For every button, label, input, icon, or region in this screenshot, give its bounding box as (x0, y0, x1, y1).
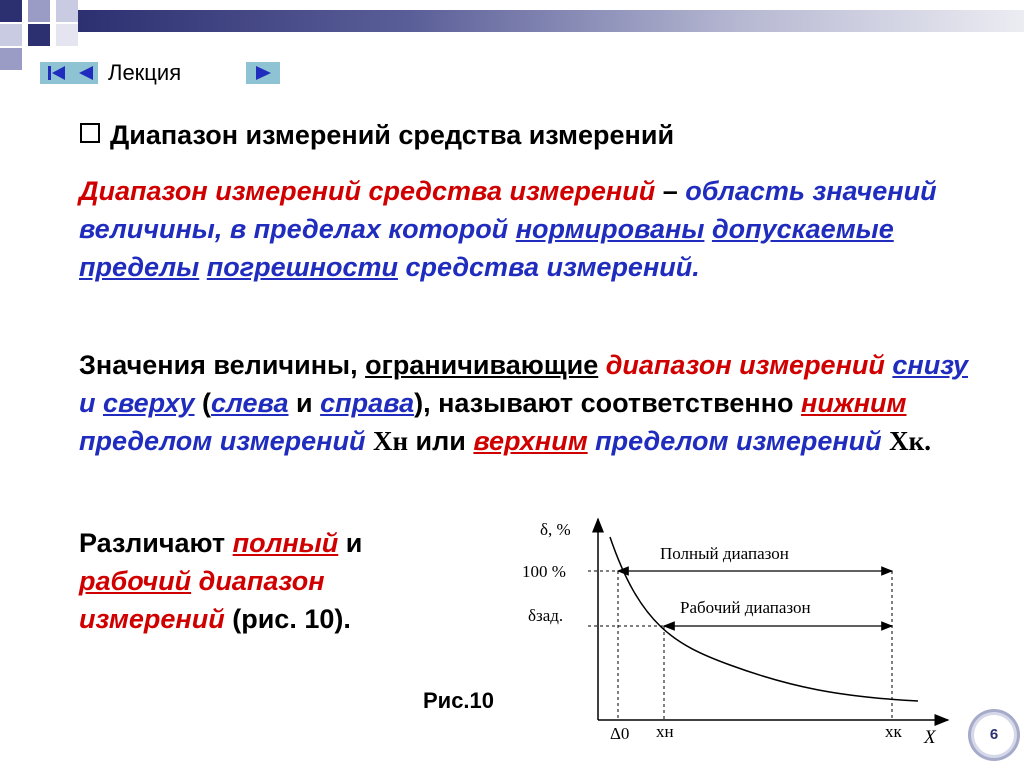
definition-paragraph (79, 172, 1009, 286)
figure-caption: Рис.10 (423, 688, 495, 713)
link-sverhu[interactable]: сверху (103, 388, 195, 418)
and-word: и (288, 388, 321, 418)
link-dopuskaemye-predely[interactable]: допускаемые пределы (79, 214, 894, 282)
and-word: и (79, 388, 103, 418)
limits-text: пределом измерений (79, 426, 373, 456)
link-polnyy[interactable]: полный (232, 528, 339, 558)
decor-square (28, 24, 50, 46)
definition-end: средства измерений. (405, 252, 700, 282)
distinguish-text: Различают (79, 528, 233, 558)
decor-square (0, 24, 22, 46)
distinguish-paragraph (79, 524, 459, 638)
range-term: диапазон измерений (605, 350, 885, 380)
limits-paragraph: Значения величины, ограничивающие диапазон измерений снизу и сверху (слева и справа), называют соответственно нижним пределом измерений Xн или верхним пределом измерений Xк. (79, 350, 968, 456)
page-number: 6 (989, 726, 999, 743)
x-tick-xn: xн (656, 722, 674, 741)
link-pogreshnosti[interactable]: погрешности (206, 252, 398, 282)
title-bar (78, 10, 1024, 32)
limits-text: пределом измерений (587, 426, 890, 456)
decor-square (56, 24, 78, 46)
full-range-label: Полный диапазон (660, 544, 789, 563)
y-tick-100: 100 % (522, 562, 566, 581)
decor-square (28, 0, 50, 22)
or-word: или (408, 426, 474, 456)
link-nizhnim[interactable]: нижним (801, 388, 907, 418)
y-axis-label: δ, % (540, 520, 571, 539)
x-axis-label: X (924, 727, 936, 748)
xn-symbol: Xн (372, 426, 409, 456)
range-diagram (500, 515, 960, 755)
xk-symbol: Xк. (889, 426, 931, 456)
definition-text: область значений величины, в пределах которой (79, 176, 937, 244)
lecture-link[interactable]: Лекция (108, 60, 182, 85)
arrow-right-icon (246, 62, 280, 84)
work-range-label: Рабочий диапазон (680, 598, 811, 617)
dash: – (655, 176, 686, 206)
heading-text: Диапазон измерений средства измерений (110, 120, 675, 150)
link-sleva[interactable]: слева (211, 388, 289, 418)
nav-first-button[interactable] (40, 62, 74, 84)
arrow-left-icon (72, 62, 98, 84)
link-normirovany[interactable]: нормированы (515, 214, 705, 244)
link-sprava[interactable]: справа (320, 388, 415, 418)
decor-square (0, 48, 22, 70)
checkbox-bullet-icon (80, 123, 100, 143)
skip-back-icon (40, 62, 74, 84)
link-ogranichivayushchie[interactable]: ограничивающие (365, 350, 599, 380)
term: Диапазон измерений средства измерений (79, 176, 656, 206)
distinguish-text: (рис. 10). (224, 604, 351, 634)
link-rabochiy[interactable]: рабочий (79, 566, 192, 596)
link-snizu[interactable]: снизу (892, 350, 968, 380)
limits-text: Значения величины, (79, 350, 366, 380)
slide-heading (80, 120, 674, 151)
y-tick-zad: δзад. (528, 606, 564, 625)
page-number-badge (974, 715, 1014, 755)
x-tick-delta0: Δ0 (610, 724, 630, 743)
and-word: и (338, 528, 363, 558)
nav-prev-button[interactable] (72, 62, 98, 84)
limits-text: ), называют соответственно (414, 388, 802, 418)
range-term: диапазон измерений (79, 566, 325, 634)
link-verhnim[interactable]: верхним (473, 426, 588, 456)
nav-next-button[interactable] (246, 62, 280, 84)
decor-square (56, 0, 78, 22)
x-tick-xk: xк (885, 722, 902, 741)
decor-square (0, 0, 22, 22)
